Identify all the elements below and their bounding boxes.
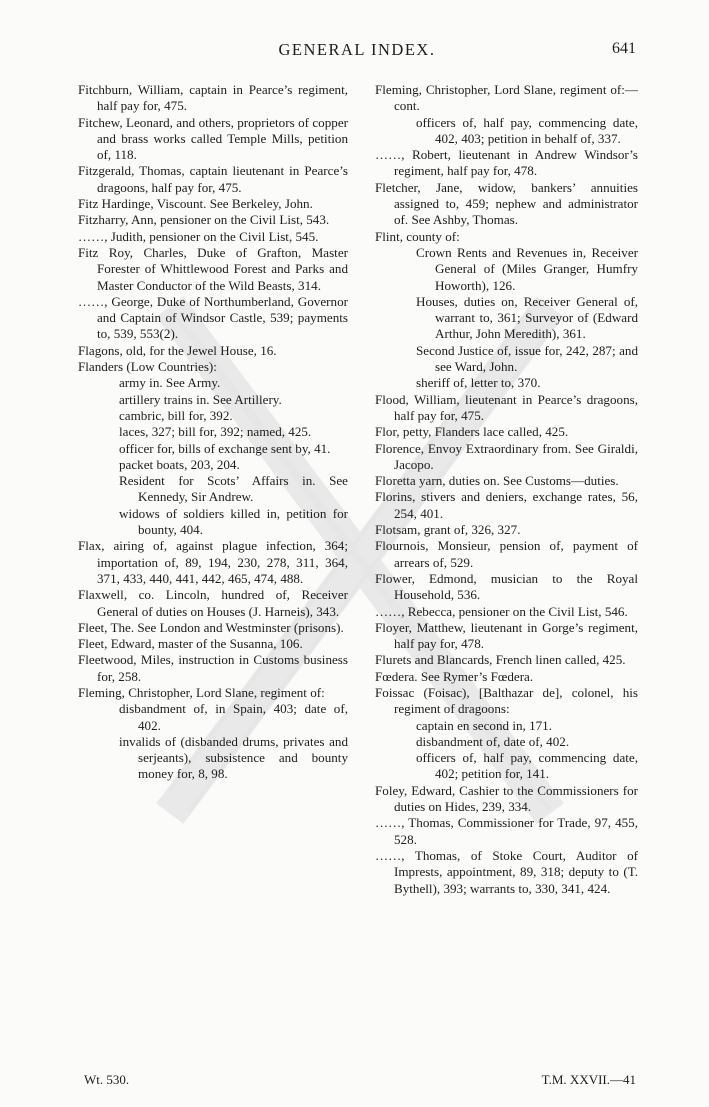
index-entry: Flagons, old, for the Jewel House, 16. — [78, 342, 277, 358]
index-subentry: cambric, bill for, 392. — [119, 407, 233, 423]
index-entry: Foissac (Foisac), [Balthazar de], colonel, his regiment of dragoons: — [375, 684, 638, 717]
index-subentry: Crown Rents and Revenues in, Receiver General of (Miles Granger, Humfry Howorth), 126. — [416, 244, 638, 293]
index-entry: ……, Robert, lieutenant in Andrew Windsor’s regiment, half pay for, 478. — [375, 147, 638, 179]
index-entry: Fitzgerald, Thomas, captain lieutenant in Pearce’s dragoons, half pay for, 475. — [78, 163, 348, 195]
index-entry: Fleetwood, Miles, instruction in Customs business for, 258. — [78, 652, 348, 684]
index-subentry: sheriff of, letter to, 370. — [416, 375, 541, 391]
index-entry: ……, Judith, pensioner on the Civil List, 545. — [78, 228, 319, 244]
index-entry: ……, George, Duke of Northumberland, Governor and Captain of Windsor Castle, 539; payments to, 539, 553(2). — [78, 293, 348, 342]
index-entry: Flaxwell, co. Lincoln, hundred of, Receiver General of duties on Houses (J. Harneis), 343. — [78, 587, 348, 619]
index-subentry: army in. See Army. — [119, 375, 221, 391]
index-entry: Flurets and Blancards, French linen called, 425. — [375, 652, 626, 668]
index-entry: Foley, Edward, Cashier to the Commissioners for duties on Hides, 239, 334. — [375, 782, 638, 815]
index-entry: ……, Thomas, of Stoke Court, Auditor of Imprests, appointment, 89, 318; deputy to (T. Bythell), 393; warrants to, 330, 341, 424. — [375, 847, 638, 896]
index-subentry: laces, 327; bill for, 392; named, 425. — [119, 424, 312, 440]
index-entry: Florins, stivers and deniers, exchange rates, 56, 254, 401. — [375, 489, 638, 521]
index-entry: Fletcher, Jane, widow, bankers’ annuities assigned to, 459; nephew and administrator of. See Ashby, Thomas. — [375, 179, 638, 228]
page-number: 641 — [612, 40, 636, 57]
index-subentry: Second Justice of, issue for, 242, 287; and see Ward, John. — [416, 342, 638, 375]
index-entry: Floyer, Matthew, lieutenant in Gorge’s regiment, half pay for, 478. — [375, 619, 638, 652]
index-entry: Flanders (Low Countries): — [78, 359, 217, 375]
index-subentry: Houses, duties on, Receiver General of, warrant to, 361; Surveyor of (Edward Arthur, John Meredith), 361. — [416, 293, 638, 342]
page-footer — [78, 1072, 638, 1090]
right-index-column — [375, 82, 638, 897]
index-subentry: officer for, bills of exchange sent by, 41. — [119, 440, 331, 456]
index-entry: Fitchburn, William, captain in Pearce’s regiment, half pay for, 475. — [78, 82, 348, 114]
index-entry: Fitz Hardinge, Viscount. See Berkeley, John. — [78, 196, 313, 212]
index-subentry: packet boats, 203, 204. — [119, 456, 240, 472]
index-entry: Fleet, The. See London and Westminster (prisons). — [78, 619, 344, 635]
index-subentry: Resident for Scots’ Affairs in. See Kennedy, Sir Andrew. — [119, 473, 348, 505]
index-subentry: disbandment of, in Spain, 403; date of, 402. — [119, 701, 348, 733]
index-entry: Fleet, Edward, master of the Susanna, 106. — [78, 636, 303, 652]
index-entry: ……, Rebecca, pensioner on the Civil List, 546. — [375, 603, 628, 619]
index-entry: Flood, William, lieutenant in Pearce’s dragoons, half pay for, 475. — [375, 391, 638, 423]
index-entry: Flower, Edmond, musician to the Royal Household, 536. — [375, 570, 638, 603]
index-entry: Flournois, Monsieur, pension of, payment of arrears of, 529. — [375, 538, 638, 570]
index-entry: Fleming, Christopher, Lord Slane, regiment of: — [78, 684, 325, 700]
index-subentry: artillery trains in. See Artillery. — [119, 391, 282, 407]
index-entry: Floretta yarn, duties on. See Customs—duties. — [375, 473, 619, 489]
index-entry: Fitz Roy, Charles, Duke of Grafton, Master Forester of Whittlewood Forest and Parks and Master Conductor of the Wild Beasts, 314. — [78, 244, 348, 293]
index-entry: Florence, Envoy Extraordinary from. See Giraldi, Jacopo. — [375, 440, 638, 472]
running-title: GENERAL INDEX. — [278, 40, 436, 59]
index-entry: Fleming, Christopher, Lord Slane, regiment of:—cont. — [375, 82, 638, 114]
page-header — [78, 40, 636, 64]
index-entry: Flint, county of: — [375, 228, 460, 244]
index-subentry: invalids of (disbanded drums, privates and serjeants), subsistence and bounty money for, 8, 98. — [119, 733, 348, 782]
index-entry: ……, Thomas, Commissioner for Trade, 97, 455, 528. — [375, 815, 638, 847]
left-index-column — [78, 82, 348, 783]
index-subentry: disbandment of, date of, 402. — [416, 733, 570, 749]
index-subentry: officers of, half pay, commencing date, 402; petition for, 141. — [416, 750, 638, 782]
index-subentry: officers of, half pay, commencing date, 402, 403; petition in behalf of, 337. — [416, 114, 638, 146]
footer-print-mark: Wt. 530. — [84, 1072, 130, 1087]
index-entry: Flor, petty, Flanders lace called, 425. — [375, 424, 569, 440]
index-entry: Flax, airing of, against plague infection, 364; importation of, 89, 194, 230, 278, 311, 364, 371, 433, 440, 441, 442, 465, 474, 488. — [78, 538, 348, 586]
index-entry: Flotsam, grant of, 326, 327. — [375, 522, 521, 538]
index-subentry: widows of soldiers killed in, petition for bounty, 404. — [119, 505, 348, 538]
index-subentry: captain en second in, 171. — [416, 717, 552, 733]
index-entry: Fitchew, Leonard, and others, proprietors of copper and brass works called Temple Mills, petition of, 118. — [78, 114, 348, 163]
footer-signature: T.M. XXVII.—41 — [541, 1072, 636, 1087]
index-entry: Fitzharry, Ann, pensioner on the Civil List, 543. — [78, 212, 330, 228]
index-entry: Fœdera. See Rymer’s Fœdera. — [375, 668, 534, 684]
